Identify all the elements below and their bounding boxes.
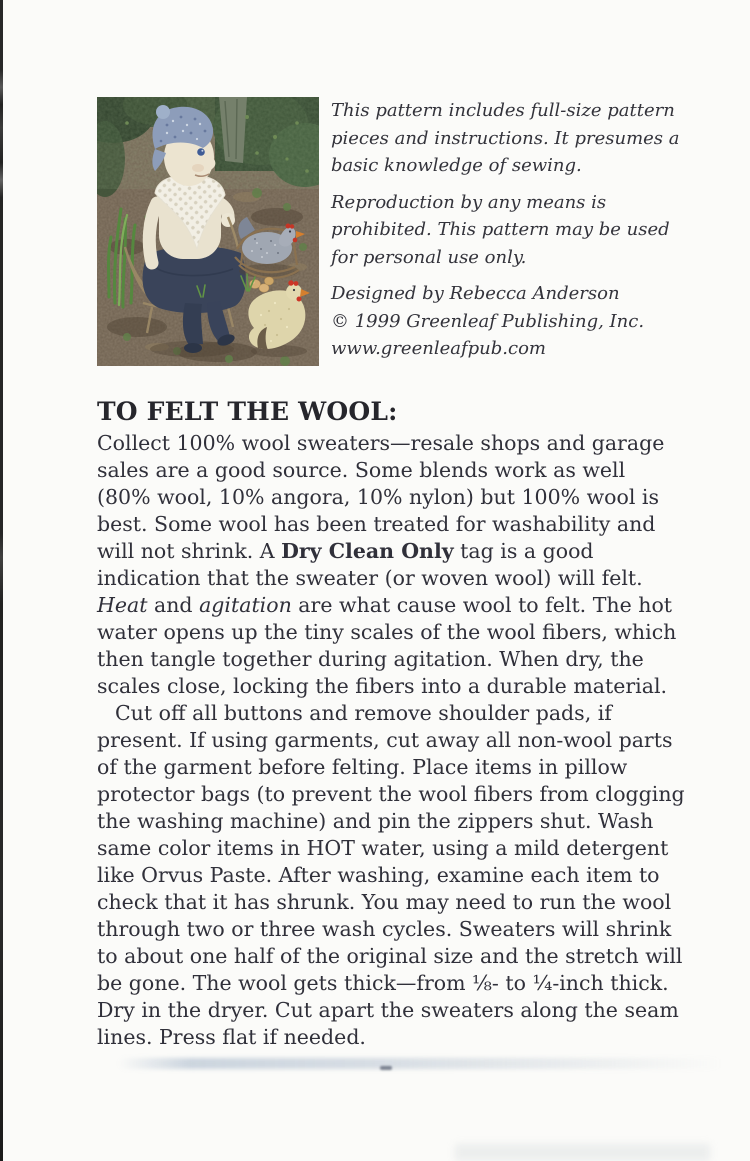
intro-notes — [331, 97, 701, 372]
website-url: www.greenleafpub.com — [331, 338, 546, 359]
scan-haze — [455, 1144, 710, 1161]
cream-hen-comb — [294, 281, 299, 286]
cream-hen-wattle — [297, 297, 302, 302]
pattern-note-paragraph: This pattern includes full-size pattern pieces and instructions. It presumes a basic knowledge of sewing. — [331, 100, 680, 176]
scan-mark — [380, 1066, 392, 1070]
gray-hen-eye — [289, 230, 291, 232]
copyright-line: © 1999 Greenleaf Publishing, Inc. — [331, 310, 645, 332]
cream-hen-eye — [293, 289, 295, 291]
gray-hen-wattle — [293, 238, 298, 243]
felting-instructions-paragraph-2: Cut off all buttons and remove shoulder pads, if present. If using garments, cut away all non-wool parts of the garment before felting. Place items in pillow protector bags (to prevent the wool fibers from clogging the washing machine) and pin the zippers shut. Wash same color items in HOT water, using a mild detergent like Orvus Paste. After washing, examine each item to check that it has shrunk. You may need to run the wool through two or three wash cycles. Sweaters will shrink to about one half of the original size and the stretch will be gone. The wool gets thick—from ⅛- to ¼-inch thick. Dry in the dryer. Cut apart the sweaters along the seam lines. Press flat if needed. — [97, 701, 685, 1049]
pattern-photo — [97, 97, 319, 366]
felting-section — [97, 396, 685, 1051]
doll-arm — [149, 203, 157, 263]
usage-restriction-paragraph: Reproduction by any means is prohibited. This pattern may be used for personal use only. — [331, 191, 670, 268]
doll-eye — [197, 148, 205, 156]
garden-scene-illustration — [97, 97, 319, 366]
scan-smudge — [118, 1058, 722, 1069]
section-heading: TO FELT THE WOOL: — [97, 397, 398, 426]
credits-block — [331, 280, 701, 363]
scan-edge-shadow — [0, 0, 3, 1161]
gray-hen-comb — [290, 224, 294, 228]
designer-credit: Designed by Rebecca Anderson — [331, 283, 620, 304]
doll-leg — [183, 303, 203, 345]
felting-instructions-paragraph-1: Collect 100% wool sweaters—resale shops and garage sales are a good source. Some blends work as well (80% wool, 10% angora, 10% nylon) but 100% wool is best. Some wool has been treated for washability and will not shrink. A Dry Clean Only tag is a good indication that the sweater (or woven wool) will felt. Heat and agitation are what cause wool to felt. The hot water opens up the tiny scales of the wool fibers, which then tangle together during agitation. When dry, the scales close, locking the fibers into a durable material. — [97, 431, 677, 698]
